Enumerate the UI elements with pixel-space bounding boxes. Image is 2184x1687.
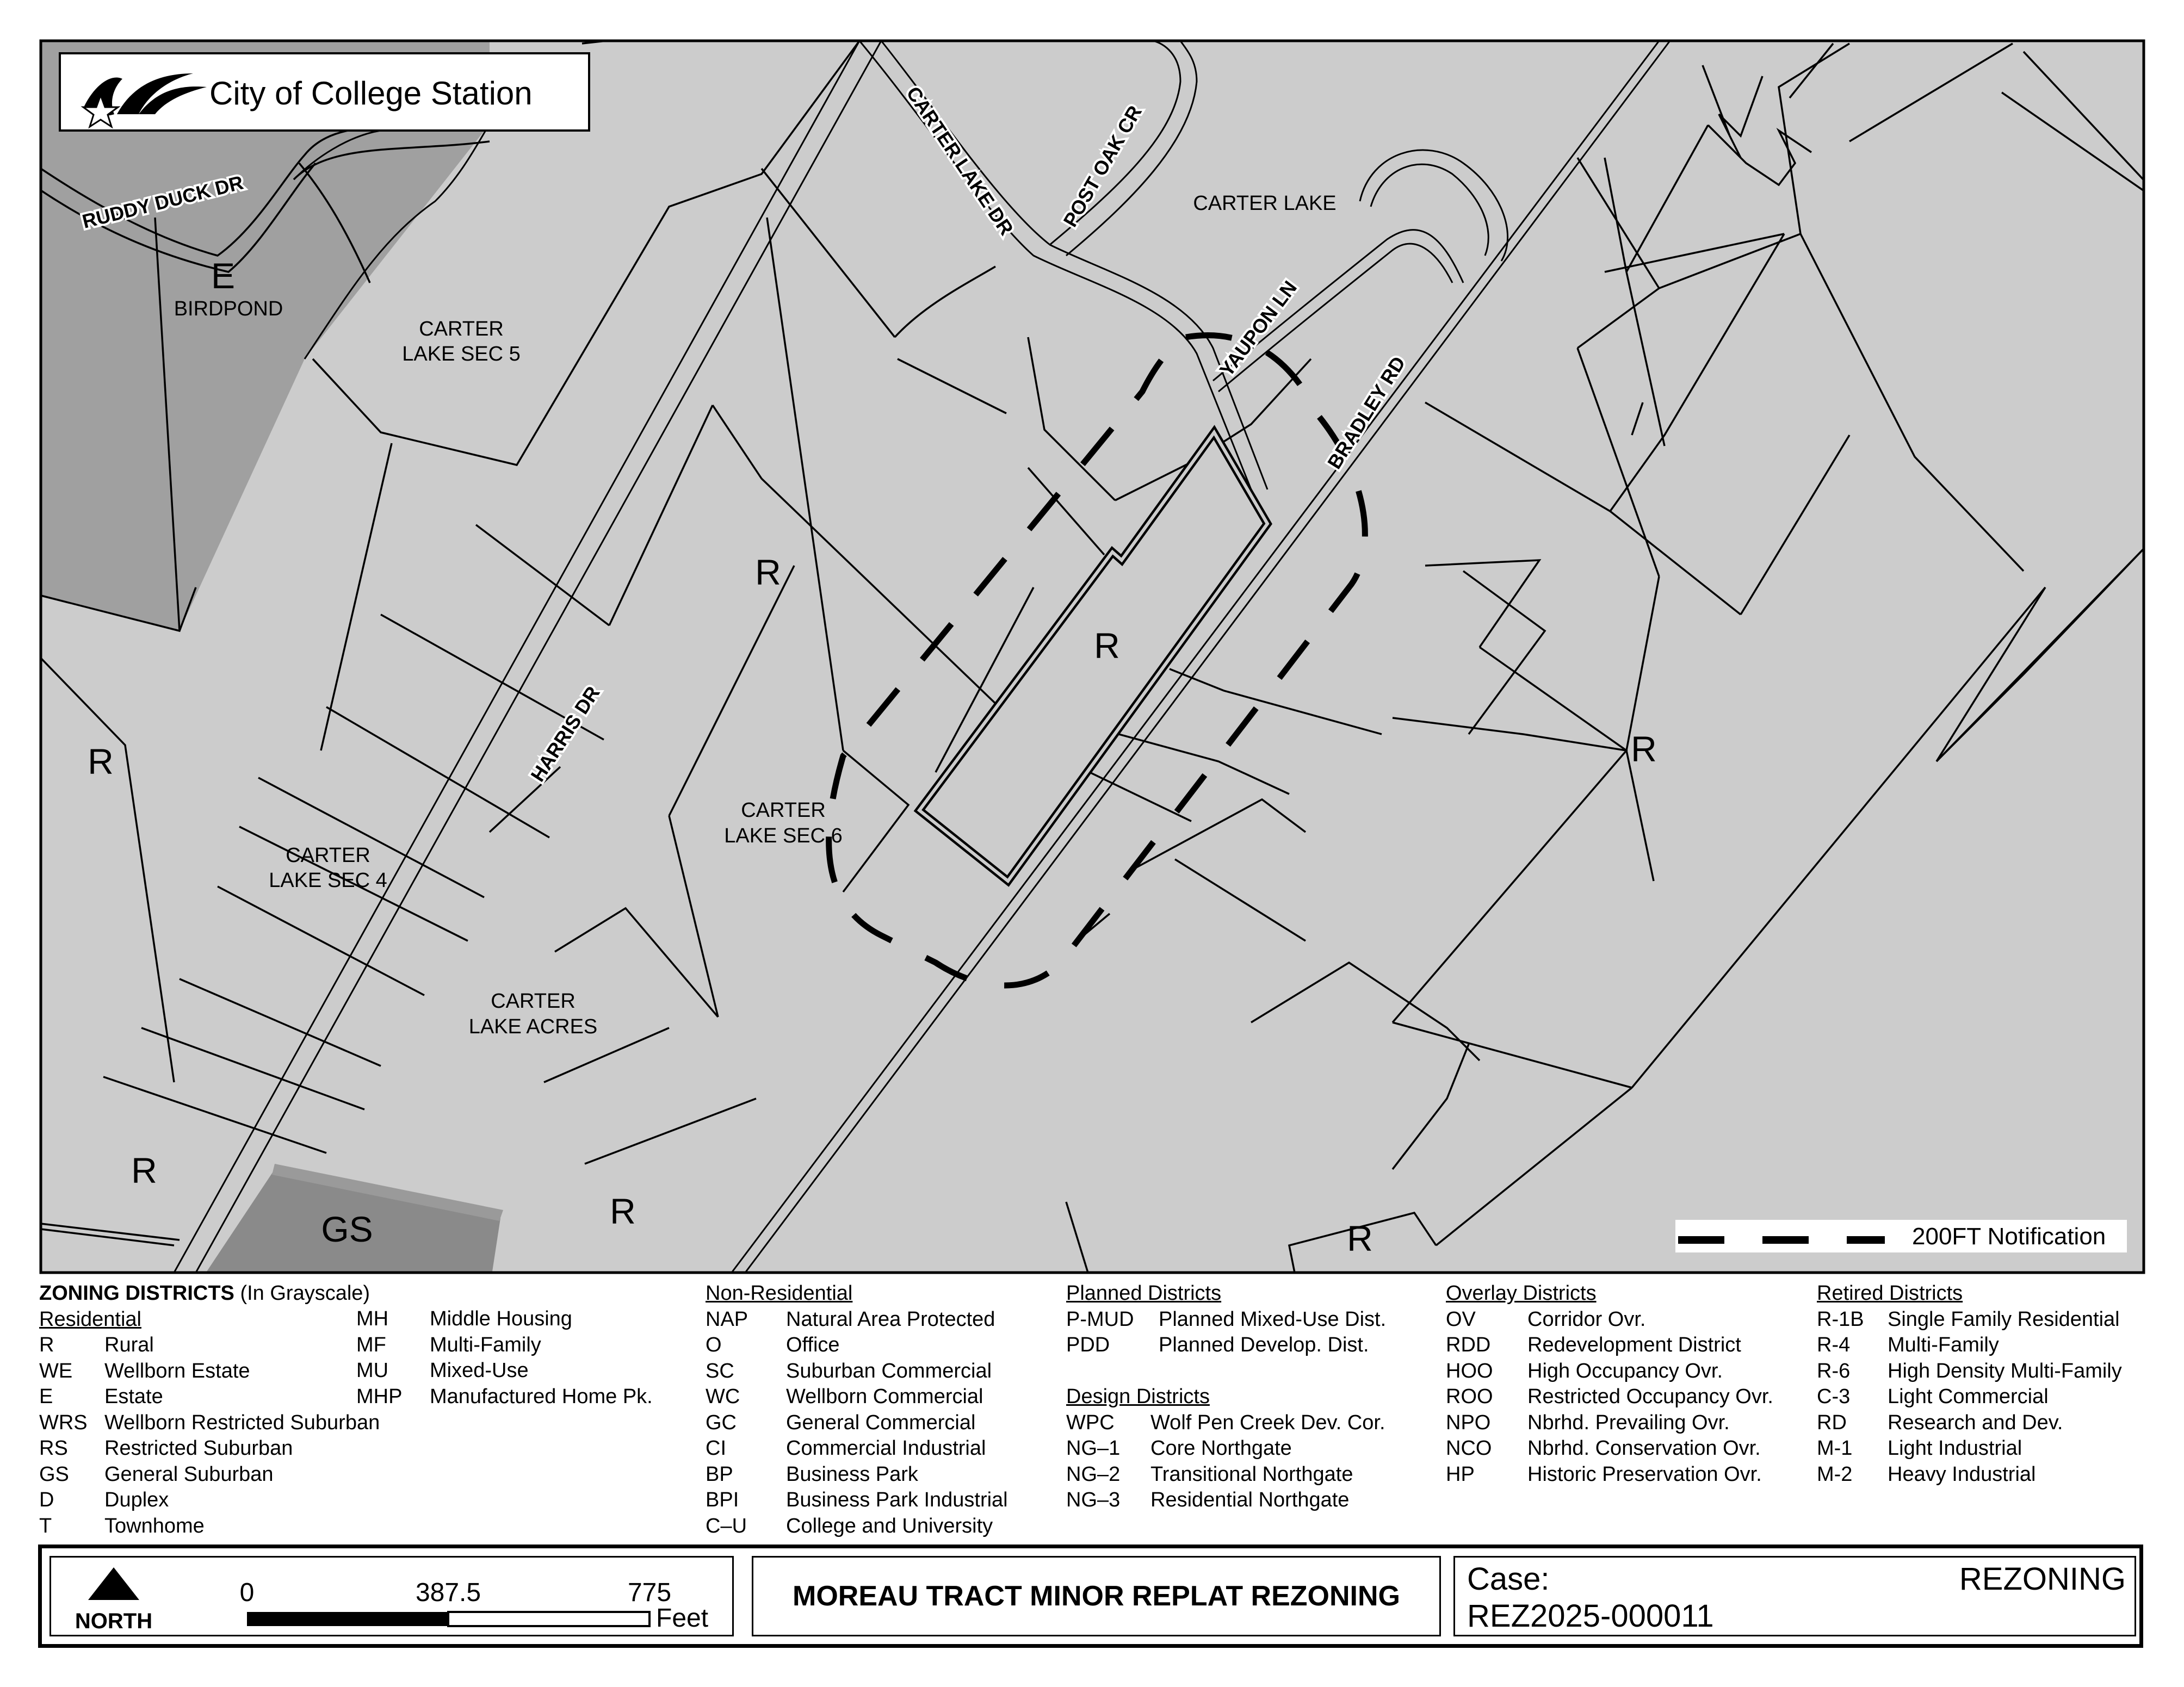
legend-item (1066, 1487, 1386, 1514)
legend-item-name: Light Industrial (1888, 1437, 2022, 1460)
zone-label-r: R (610, 1191, 636, 1231)
legend-retired-list (1817, 1307, 2122, 1488)
legend-item-code: WRS (39, 1411, 88, 1434)
legend-item-code: RS (39, 1437, 68, 1460)
legend-item-name: Estate (104, 1385, 163, 1408)
legend-item-code: MU (356, 1359, 389, 1382)
legend-item-code: GS (39, 1462, 69, 1486)
legend-item-code: HP (1446, 1462, 1475, 1486)
zone-label-r: R (1347, 1218, 1373, 1258)
legend-item (1446, 1332, 1773, 1359)
legend-item-name: Corridor Ovr. (1527, 1307, 1646, 1331)
legend-item-name: Core Northgate (1150, 1437, 1292, 1460)
legend-nonres-list (706, 1307, 1008, 1540)
subdivision-label-acres-line2: LAKE ACRES (468, 1015, 598, 1038)
legend-item-code: E (39, 1385, 53, 1408)
legend-item-name: Research and Dev. (1888, 1411, 2063, 1434)
map-title-cell (752, 1556, 1441, 1636)
legend-planned-header: Planned Districts (1066, 1282, 1222, 1305)
zone-label-r: R (88, 741, 114, 782)
legend-nonresidential (706, 1281, 1008, 1539)
map-title: MOREAU TRACT MINOR REPLAT REZONING (793, 1580, 1400, 1612)
legend-item-code: R-1B (1817, 1307, 1864, 1331)
legend-residential-list-2 (356, 1306, 653, 1410)
legend-item-name: Planned Develop. Dist. (1159, 1334, 1369, 1356)
zone-label-e: E (211, 256, 236, 296)
scale-tick-0: 0 (239, 1578, 255, 1607)
legend-design-list (1066, 1410, 1386, 1514)
legend-item (39, 1462, 380, 1488)
notification-legend (1675, 1220, 2127, 1252)
zone-label-r: R (1094, 625, 1120, 666)
legend-item-code: BPI (706, 1488, 739, 1511)
legend-item-name: Heavy Industrial (1888, 1462, 2036, 1486)
legend-item-name: Residential Northgate (1150, 1488, 1350, 1511)
legend-item-name: Planned Mixed-Use Dist. (1159, 1307, 1387, 1331)
zone-label-r: R (1631, 729, 1657, 769)
legend-item (1817, 1307, 2122, 1333)
subdivision-label-sec6-line1: CARTER (741, 799, 826, 822)
legend-item-name: Light Commercial (1888, 1385, 2049, 1408)
legend-item-code: BP (706, 1462, 733, 1486)
legend-item (1817, 1462, 2122, 1488)
legend-item (39, 1487, 380, 1514)
legend-item (1066, 1462, 1386, 1488)
legend-item (1446, 1436, 1773, 1462)
street-label-ruddy-duck: RUDDY DUCK DR (80, 171, 246, 233)
subdivision-label-acres-line1: CARTER (491, 990, 576, 1013)
legend-item (1446, 1359, 1773, 1385)
legend-item-code: T (39, 1514, 52, 1537)
scale-tick-1: 387.5 (415, 1578, 481, 1607)
legend-item-name: Suburban Commercial (786, 1359, 992, 1382)
legend-item (39, 1332, 380, 1359)
zone-label-r: R (131, 1150, 157, 1190)
legend-item-name: General Suburban (104, 1462, 274, 1486)
legend-item-code: R-4 (1817, 1334, 1851, 1356)
legend-item-name: Nbrhd. Conservation Ovr. (1527, 1437, 1761, 1460)
legend-item (39, 1384, 380, 1410)
legend-item-code: RDD (1446, 1334, 1491, 1356)
legend-residential-list (39, 1332, 380, 1539)
case-number: REZ2025-000011 (1467, 1598, 1714, 1634)
north-label: NORTH (75, 1609, 153, 1633)
legend-item-code: NAP (706, 1307, 748, 1331)
legend-item-code: D (39, 1488, 54, 1511)
legend-item-code: M-1 (1817, 1437, 1853, 1460)
legend-item-code: C-3 (1817, 1385, 1851, 1408)
subdivision-label-sec4-line1: CARTER (286, 844, 370, 867)
legend-item-name: Nbrhd. Prevailing Ovr. (1527, 1411, 1730, 1434)
legend-item (1446, 1410, 1773, 1436)
legend-item-name: Townhome (104, 1514, 205, 1537)
legend-item-name: Duplex (104, 1488, 169, 1511)
legend-item-code: WC (706, 1385, 740, 1408)
legend-item (706, 1359, 1008, 1385)
legend-item-code: RD (1817, 1411, 1847, 1434)
scale-bar-empty (448, 1612, 649, 1626)
legend-item-name: Business Park Industrial (786, 1488, 1008, 1511)
legend-item-name: Transitional Northgate (1150, 1462, 1353, 1486)
zone-label-r: R (755, 552, 781, 592)
legend-item-name: Natural Area Protected (786, 1307, 995, 1331)
legend-item-code: NPO (1446, 1411, 1491, 1434)
city-logo (60, 53, 589, 131)
legend-overlay-list (1446, 1307, 1773, 1488)
legend-item (1446, 1462, 1773, 1488)
legend-item-name: High Density Multi-Family (1888, 1359, 2122, 1382)
case-label: Case: (1467, 1561, 1550, 1597)
legend-nonres-header: Non-Residential (706, 1282, 853, 1305)
legend-item-name: Manufactured Home Pk. (430, 1385, 653, 1408)
legend-overlay-header: Overlay Districts (1446, 1282, 1597, 1305)
city-logo-text: City of College Station (209, 75, 533, 111)
legend-item (356, 1332, 653, 1359)
legend-residential (39, 1281, 380, 1539)
scale-unit: Feet (656, 1604, 709, 1633)
legend-item (39, 1359, 380, 1385)
legend-item-code: O (706, 1334, 722, 1356)
legend-residential-header: Residential (39, 1307, 141, 1331)
legend-item-code: MF (356, 1333, 386, 1356)
legend-planned-list (1066, 1307, 1386, 1359)
subdivision-label-sec5-line2: LAKE SEC 5 (402, 343, 521, 365)
legend-item-name: Middle Housing (430, 1307, 572, 1330)
legend-item-code: NCO (1446, 1437, 1492, 1460)
legend-design-header: Design Districts (1066, 1385, 1210, 1408)
street-label-post-oak: POST OAK CR (1059, 101, 1146, 231)
legend-item-code: WPC (1066, 1411, 1115, 1434)
title-block (38, 1545, 2143, 1648)
legend-item-name: Single Family Residential (1888, 1307, 2120, 1331)
legend-residential-2 (356, 1306, 653, 1410)
legend-item (706, 1514, 1008, 1540)
legend-item-code: NG–2 (1066, 1462, 1121, 1486)
street-label-bradley: BRADLEY RD (1323, 352, 1410, 473)
legend-item (1817, 1410, 2122, 1436)
case-cell (1453, 1556, 2136, 1636)
subdivision-label-sec6-line2: LAKE SEC 6 (724, 824, 843, 847)
legend-item (706, 1436, 1008, 1462)
legend-item (39, 1436, 380, 1462)
legend-item-code: CI (706, 1437, 726, 1460)
scale-tick-2: 775 (627, 1578, 672, 1607)
legend-item-name: Multi-Family (1888, 1334, 1999, 1356)
legend-item (1066, 1436, 1386, 1462)
legend-item (706, 1462, 1008, 1488)
legend-item-name: Wolf Pen Creek Dev. Cor. (1150, 1411, 1385, 1434)
legend-item-code: R-6 (1817, 1359, 1851, 1382)
legend-item-code: SC (706, 1359, 734, 1382)
legend-item (706, 1410, 1008, 1436)
legend-item (1446, 1384, 1773, 1410)
street-label-carter-lake-dr: CARTER LAKE DR (902, 82, 1018, 239)
legend-title-note: (In Grayscale) (240, 1282, 370, 1305)
legend-item-code: ROO (1446, 1385, 1493, 1408)
legend-item (706, 1307, 1008, 1333)
legend-title: ZONING DISTRICTS (39, 1282, 234, 1305)
legend-item (39, 1410, 380, 1436)
legend-item-name: Business Park (786, 1462, 918, 1486)
legend-item-name: Restricted Suburban (104, 1437, 293, 1460)
legend-item-code: OV (1446, 1307, 1476, 1331)
street-label-yaupon: YAUPON LN (1215, 276, 1301, 381)
legend-item-name: Redevelopment District (1527, 1334, 1741, 1356)
legend-item-name: College and University (786, 1514, 993, 1537)
legend-item-code: WE (39, 1359, 73, 1382)
north-scale-graphic (51, 1558, 732, 1635)
legend-planned (1066, 1281, 1386, 1514)
legend-item-code: M-2 (1817, 1462, 1853, 1486)
legend-item-name: Rural (104, 1334, 154, 1356)
legend-item-code: C–U (706, 1514, 747, 1537)
legend-item (706, 1332, 1008, 1359)
legend-item-code: HOO (1446, 1359, 1493, 1382)
notification-label: 200FT Notification (1912, 1223, 2106, 1250)
street-label-harris: HARRIS DR (526, 682, 604, 786)
legend-item-name: High Occupancy Ovr. (1527, 1359, 1723, 1382)
legend-item-code: NG–1 (1066, 1437, 1121, 1460)
zone-label-gs: GS (321, 1209, 373, 1249)
legend-item-name: Wellborn Estate (104, 1359, 250, 1382)
legend-item (1817, 1359, 2122, 1385)
subdivision-label-carter-lake: CARTER LAKE (1193, 192, 1337, 215)
legend-item (1066, 1307, 1386, 1333)
legend-item-code: PDD (1066, 1334, 1110, 1356)
legend-item-code: NG–3 (1066, 1488, 1121, 1511)
north-scale-cell (50, 1556, 734, 1636)
legend-item-name: Wellborn Commercial (786, 1385, 983, 1408)
subdivision-label-sec5-line1: CARTER (419, 318, 504, 340)
legend-item (1817, 1436, 2122, 1462)
legend-item-code: GC (706, 1411, 737, 1434)
legend-item (1066, 1332, 1386, 1359)
case-type: REZONING (1959, 1561, 2126, 1597)
legend-item (356, 1306, 653, 1332)
legend-retired (1817, 1281, 2122, 1487)
legend-overlay (1446, 1281, 1773, 1487)
legend-item-code: P-MUD (1066, 1307, 1134, 1331)
legend-item-name: Wellborn Restricted Suburban (104, 1411, 380, 1434)
legend-item-name: Mixed-Use (430, 1359, 529, 1382)
subdivision-label-sec4-line2: LAKE SEC 4 (269, 869, 387, 892)
legend-item (356, 1384, 653, 1410)
legend-item-code: R (39, 1334, 54, 1356)
legend-item (706, 1384, 1008, 1410)
legend-item-name: General Commercial (786, 1411, 976, 1434)
legend-item-name: Restricted Occupancy Ovr. (1527, 1385, 1773, 1408)
legend-item (39, 1514, 380, 1540)
north-arrow-icon (88, 1567, 139, 1600)
legend-item (1066, 1410, 1386, 1436)
legend-item-code: MH (356, 1307, 389, 1330)
legend-item (706, 1487, 1008, 1514)
legend-item (1446, 1307, 1773, 1333)
legend-item-name: Commercial Industrial (786, 1437, 986, 1460)
legend-item (1817, 1384, 2122, 1410)
subdivision-label-birdpond: BIRDPOND (174, 297, 283, 320)
legend-item-name: Multi-Family (430, 1333, 541, 1356)
legend-item-code: MHP (356, 1385, 403, 1408)
legend-item (356, 1358, 653, 1384)
legend-item (1817, 1332, 2122, 1359)
legend-item-name: Office (786, 1334, 840, 1356)
scale-bar-filled (247, 1612, 448, 1626)
legend-retired-header: Retired Districts (1817, 1282, 1963, 1305)
legend-item-name: Historic Preservation Ovr. (1527, 1462, 1762, 1486)
